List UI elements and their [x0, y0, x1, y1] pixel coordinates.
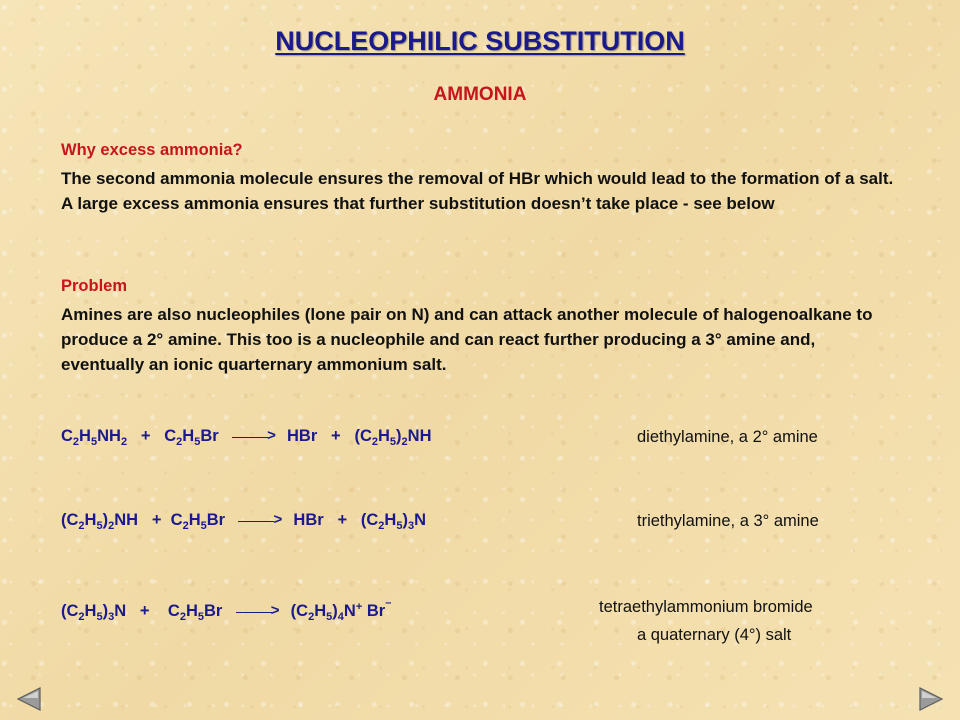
next-slide-button[interactable]	[912, 686, 950, 712]
equation-2: $(C_2H_5)_2NH$ + $C_2H_5Br$ > HBr + $(C_2H_5)_3N$	[61, 511, 426, 532]
slide-subtitle: AMMONIA	[433, 84, 527, 105]
equation-3-note-2: a quaternary (4°) salt	[637, 626, 792, 644]
equation-1: $C_2H_5NH_2$ + $C_2H_5Br$ > HBr + $(C_2H_5)_2NH$	[61, 427, 432, 448]
section-text-why-excess: The second ammonia molecule ensures the removal of HBr which would lead to the formation of a salt. A large excess ammonia ensures that further substitution doesn’t take place - see below	[61, 169, 894, 213]
reaction-arrow-icon: >	[236, 606, 278, 616]
reaction-arrow-icon: >	[238, 515, 280, 525]
section-text-problem: Amines are also nucleophiles (lone pair on N) and can attack another molecule of halogenoalkane to produce a 2° amine. This too is a nucleophile and can react further producing a 3° amine and, eventually an ionic quarternary ammonium salt.	[61, 305, 873, 374]
equation-3-note: tetraethylammonium bromide	[599, 598, 813, 616]
equation-2-note: triethylamine, a 3° amine	[637, 512, 819, 530]
slide-title: NUCLEOPHILIC SUBSTITUTION	[275, 26, 685, 56]
triangle-left-icon	[10, 686, 48, 712]
section-heading-problem: Problem	[61, 277, 128, 295]
equation-3: $(C_2H_5)_3N$ + $C_2H_5Br$ > $(C_2H_5)_4N^+$ Br–	[61, 597, 392, 623]
section-heading-why-excess: Why excess ammonia?	[61, 141, 243, 159]
equation-1-note: diethylamine, a 2° amine	[637, 428, 818, 446]
previous-slide-button[interactable]	[10, 686, 48, 712]
triangle-right-icon	[912, 686, 950, 712]
reaction-arrow-icon: >	[232, 431, 274, 441]
